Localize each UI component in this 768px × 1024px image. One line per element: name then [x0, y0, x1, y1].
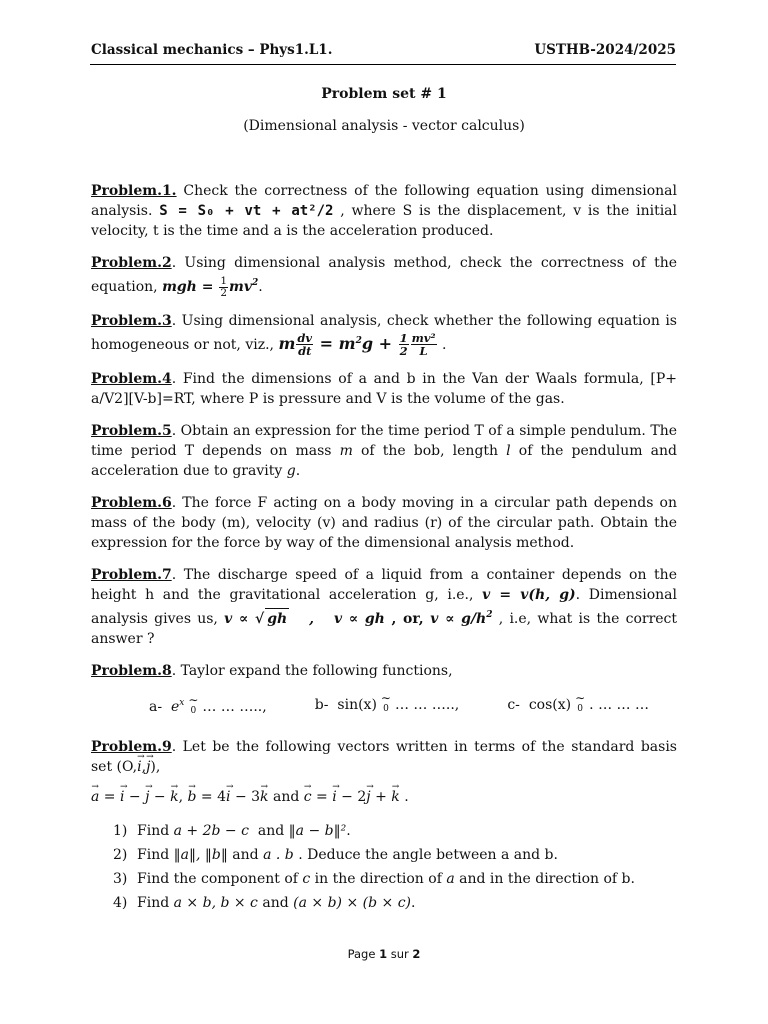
problem-7-eq3-exp: 2 — [486, 610, 493, 620]
task-list — [91, 821, 677, 913]
problem-5-m: m — [339, 443, 353, 459]
problem-7-eq2: v ∝ gh — [334, 611, 385, 627]
problem-1-equation: S = S₀ + vt + at²/2 — [159, 203, 334, 219]
footer-page-word: Page — [347, 947, 380, 961]
problem-5-g: g — [286, 463, 296, 479]
derivative-denominator: dt — [298, 344, 312, 358]
problem-9-text-end: ), — [150, 759, 161, 775]
tilde-at-zero — [575, 693, 585, 715]
fraction-numerator: 1 — [220, 274, 228, 287]
basis-comma: , — [141, 759, 147, 775]
task-item — [113, 869, 677, 889]
problem-7-sep1: , — [289, 611, 335, 627]
problem-2-fraction — [219, 276, 228, 299]
tilde-at-zero — [188, 695, 198, 717]
derivative-numerator: dv — [297, 331, 313, 345]
problem-set-subtitle: (Dimensional analysis - vector calculus) — [243, 118, 525, 134]
institution-year: USTHB-2024/2025 — [534, 42, 676, 58]
problem-5-text-a: . Obtain an expression for the time period T of a simple pendulum. The time period T depends on mass — [91, 423, 677, 459]
problem-4-text: . Find the dimensions of a and b in the Van der Waals formula, [P+ a/V2][V-b]=RT, where P is pressure and V is the volume of the gas. — [91, 371, 677, 407]
task-text: and — [257, 895, 294, 911]
taylor-b-prefix: b- — [314, 697, 329, 713]
task-text: . — [346, 823, 351, 839]
problem-1-text-b: , where S is the displacement, v is the initial velocity, t is the time and a is the acceleration produced. — [91, 203, 678, 239]
task-number: 4) — [113, 895, 128, 911]
problem-3 — [91, 311, 677, 358]
tilde-symbol: ∼ — [380, 691, 391, 705]
basis-j-vector: → j — [146, 757, 150, 777]
half-numerator: 1 — [399, 331, 408, 345]
problem-4 — [91, 369, 677, 409]
task-text: and — [227, 847, 264, 863]
task-text: Find the component of — [137, 871, 303, 887]
tilde-symbol: ∼ — [575, 691, 586, 705]
taylor-a-exp: x — [179, 698, 185, 708]
taylor-c-func: cos(x) — [528, 697, 572, 713]
problem-3-exponent: 2 — [355, 335, 362, 346]
problem-5-label: Problem.5 — [91, 423, 172, 439]
problem-2-eq-lhs: mgh = — [162, 279, 219, 295]
fraction-denominator: 2 — [220, 286, 228, 299]
task-math: ‖a‖, ‖b‖ — [173, 847, 228, 863]
task-text: in the direction of — [310, 871, 447, 887]
problem-1-text-a: Check the correctness of the following equation using dimensional analysis. — [91, 183, 677, 219]
problem-3-eq-g: g + — [361, 333, 398, 353]
and-word: and — [268, 789, 304, 805]
problem-3-half — [399, 332, 409, 357]
problem-5-text-d: . — [295, 463, 301, 479]
vector-definitions: → a = → i − → j − → k, → b = 4→ i − 3→ k and → c = → i − 2→ j + → k . — [91, 787, 677, 807]
task-number: 3) — [113, 871, 128, 887]
tilde-subscript: 0 — [577, 704, 583, 714]
problem-6-label: Problem.6 — [91, 495, 172, 511]
problem-1 — [91, 181, 677, 241]
task-math: a — [446, 871, 455, 887]
task-item — [113, 893, 677, 913]
task-number: 1) — [113, 823, 128, 839]
tilde-at-zero — [381, 693, 391, 715]
task-math: a . b — [263, 847, 294, 863]
problem-5 — [91, 421, 677, 481]
footer-page-number: 1 — [379, 947, 388, 961]
task-text: and in the direction of b. — [454, 871, 635, 887]
task-text: Find — [137, 823, 174, 839]
course-title: Classical mechanics – Phys1.L1. — [91, 42, 333, 58]
problem-6-text: . The force F acting on a body moving in a circular path depends on mass of the body (m), velocity (v) and radius (r) of the circular path. Obtain the expression for the force by way of the dimensional analysis method. — [91, 495, 677, 551]
task-text: . Deduce the angle between a and b. — [293, 847, 558, 863]
problem-3-text-b: . — [437, 336, 447, 353]
tilde-subscript: 0 — [383, 704, 389, 714]
tilde-symbol: ∼ — [188, 693, 199, 707]
problem-5-text-c: of the pendulum and acceleration due to gravity — [91, 443, 677, 479]
tilde-subscript: 0 — [190, 706, 197, 716]
task-text: and — [248, 823, 289, 839]
problem-8-text: . Taylor expand the following functions, — [171, 663, 453, 679]
footer-total-pages: 2 — [412, 947, 421, 961]
problem-3-derivative — [296, 332, 313, 357]
taylor-a-func: e — [170, 699, 180, 715]
problem-8-label: Problem.8 — [91, 663, 172, 679]
problem-7-eq1: v ∝ — [224, 611, 255, 627]
problem-3-mv2-over-l — [411, 332, 437, 357]
mv2-numerator: mv² — [411, 331, 436, 345]
task-math: (a × b) × (b × c) — [293, 895, 411, 911]
task-item — [113, 845, 677, 865]
problem-6 — [91, 493, 677, 553]
problem-3-eq-m: m — [278, 333, 296, 353]
l-denominator: L — [419, 344, 428, 358]
sqrt-sign: √ — [255, 611, 265, 627]
problem-2-text-b: . — [258, 279, 263, 295]
taylor-items — [91, 681, 677, 729]
taylor-a-dots: … … ….., — [202, 699, 267, 715]
problem-7-text-a: . The discharge speed of a liquid from a container depends on the height h and the gravitational acceleration g, i.e., — [91, 567, 677, 603]
problem-7-eq-main: v = v(h, g) — [482, 587, 576, 603]
problem-9-text: . Let be the following vectors written in terms of the standard basis set (O, — [91, 739, 677, 775]
header-rule — [90, 64, 676, 65]
taylor-b-func: sin(x) — [337, 697, 377, 713]
problem-7-eq3: v ∝ g/h — [430, 611, 487, 627]
problem-7-label: Problem.7 — [91, 567, 172, 583]
problem-9-label: Problem.9 — [91, 739, 172, 755]
problem-7-sep2: , or, — [384, 611, 431, 627]
task-text: Find — [137, 895, 174, 911]
problem-2 — [91, 253, 677, 299]
problem-2-eq-rhs: mv — [229, 279, 252, 295]
problem-7 — [91, 565, 677, 649]
problem-2-text-a: . Using dimensional analysis method, check the correctness of the equation, — [91, 255, 677, 295]
page-header — [91, 42, 676, 58]
problem-3-eq-mid: = m — [314, 333, 356, 353]
basis-i-vector: → i — [137, 757, 141, 777]
problem-7-eq1-root: gh — [265, 608, 289, 629]
taylor-item-b — [315, 693, 459, 729]
task-text: . — [411, 895, 416, 911]
problem-7-text-c: , i.e, what is the correct answer ? — [91, 611, 678, 647]
taylor-c-prefix: c- — [507, 697, 520, 713]
footer-sur: sur — [387, 947, 413, 961]
problem-8 — [91, 661, 677, 729]
problems-body — [91, 181, 677, 925]
problem-set-title: Problem set # 1 — [321, 86, 447, 102]
problem-9 — [91, 737, 677, 913]
task-item — [113, 821, 677, 841]
problem-4-label: Problem.4 — [91, 371, 172, 387]
taylor-c-dots: . … … … — [589, 697, 649, 713]
taylor-item-c — [507, 693, 649, 729]
problem-5-l: l — [506, 443, 511, 459]
problem-2-label: Problem.2 — [91, 255, 172, 271]
task-math: a + 2b − c — [173, 823, 249, 839]
task-math: a × b, b × c — [173, 895, 258, 911]
problem-5-text-b: of the bob, length — [352, 443, 507, 459]
taylor-item-a — [149, 693, 267, 729]
task-math: c — [302, 871, 311, 887]
problem-7-text-b: . Dimensional analysis gives us, — [91, 587, 677, 627]
taylor-a-prefix: a- — [149, 699, 163, 715]
task-math: ‖a − b‖² — [288, 823, 347, 839]
problem-3-label: Problem.3 — [91, 312, 172, 329]
problem-3-text-a: . Using dimensional analysis, check whether the following equation is homogeneous or not, viz., — [91, 312, 677, 353]
problem-2-exponent: 2 — [251, 278, 259, 288]
taylor-b-dots: … … ….., — [394, 697, 460, 713]
problem-1-label: Problem.1. — [91, 183, 177, 199]
task-text: Find — [137, 847, 174, 863]
half-denominator: 2 — [399, 344, 408, 358]
task-number: 2) — [113, 847, 128, 863]
page-footer — [0, 947, 768, 961]
